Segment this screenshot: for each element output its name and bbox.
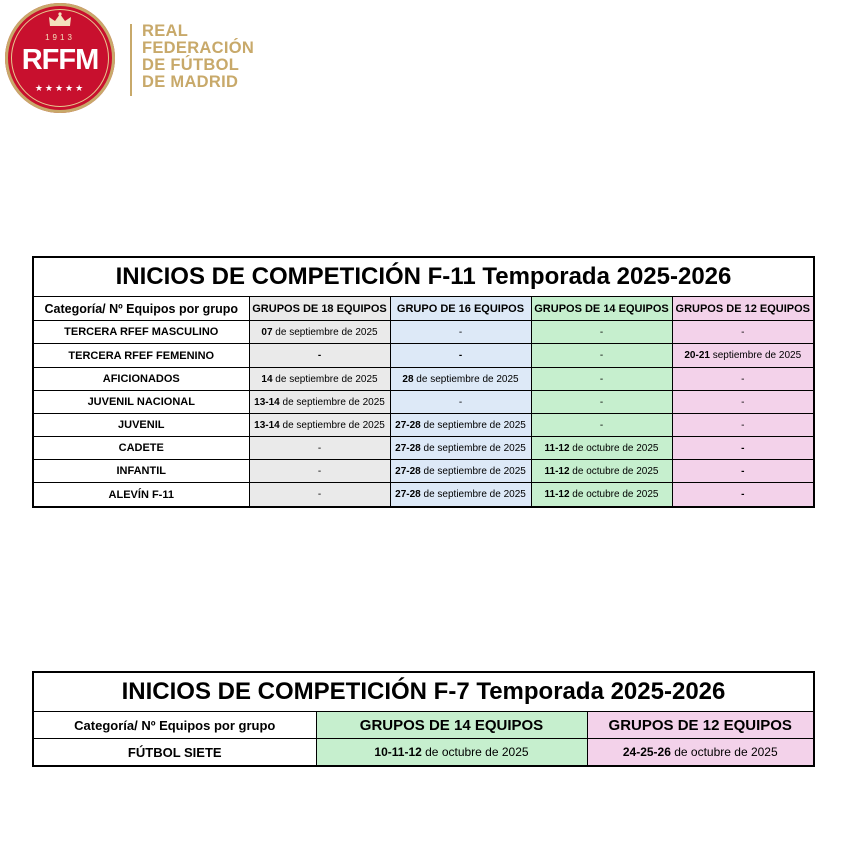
- date-cell: [249, 483, 390, 508]
- date-rest: de septiembre de 2025: [279, 419, 385, 431]
- date-cell: [316, 739, 587, 767]
- date-rest: de octubre de 2025: [421, 745, 529, 759]
- date-rest: -: [599, 350, 604, 361]
- date-days: 27-28: [395, 489, 421, 500]
- row-category: CADETE: [33, 437, 249, 460]
- table-row: [33, 391, 814, 414]
- date-days: 13-14: [254, 396, 280, 408]
- date-rest: de octubre de 2025: [569, 442, 659, 454]
- date-rest: de septiembre de 2025: [420, 419, 526, 431]
- header-groups-14: GRUPOS DE 14 EQUIPOS: [531, 297, 672, 321]
- date-rest: de septiembre de 2025: [413, 373, 519, 385]
- date-cell: [587, 739, 814, 767]
- f11-table-title: INICIOS DE COMPETICIÓN F-11 Temporada 2025-2026: [33, 257, 814, 297]
- header-groups-16: GRUPO DE 16 EQUIPOS: [390, 297, 531, 321]
- header-groups-14: GRUPOS DE 14 EQUIPOS: [316, 712, 587, 739]
- f7-table-title: INICIOS DE COMPETICIÓN F-7 Temporada 2025-2026: [33, 672, 814, 712]
- date-cell: [249, 368, 390, 391]
- date-rest: -: [741, 326, 745, 338]
- header-category: Categoría/ Nº Equipos por grupo: [33, 712, 316, 739]
- brand-line: REAL: [142, 22, 189, 40]
- date-days: 07: [261, 326, 273, 338]
- badge-year: 1913: [45, 33, 75, 42]
- date-days: -: [317, 350, 322, 361]
- date-cell: [249, 344, 390, 368]
- date-days: 27-28: [395, 465, 421, 477]
- date-rest: de octubre de 2025: [569, 489, 659, 500]
- header-groups-12: GRUPOS DE 12 EQUIPOS: [587, 712, 814, 739]
- date-days: 27-28: [395, 419, 421, 431]
- crown-icon: [48, 12, 72, 28]
- row-category: JUVENIL NACIONAL: [33, 391, 249, 414]
- row-category: FÚTBOL SIETE: [33, 739, 316, 767]
- row-category: TERCERA RFEF MASCULINO: [33, 321, 249, 344]
- date-rest: -: [599, 373, 604, 385]
- brand-name: [142, 23, 254, 91]
- date-cell: [390, 344, 531, 368]
- header-groups-18: GRUPOS DE 18 EQUIPOS: [249, 297, 390, 321]
- date-cell: [531, 460, 672, 483]
- table-row: [33, 460, 814, 483]
- logo-divider: [130, 24, 132, 96]
- rffm-logo: [5, 2, 265, 114]
- date-cell: [531, 344, 672, 368]
- date-rest: de septiembre de 2025: [420, 442, 526, 454]
- table-row: [33, 483, 814, 508]
- date-cell: [390, 460, 531, 483]
- date-rest: de septiembre de 2025: [272, 326, 378, 338]
- date-rest: -: [741, 373, 745, 385]
- brand-line: DE FÚTBOL: [142, 56, 240, 74]
- date-rest: de septiembre de 2025: [420, 489, 526, 500]
- date-rest: de septiembre de 2025: [272, 373, 378, 385]
- date-rest: de octubre de 2025: [569, 465, 659, 477]
- date-rest: -: [317, 442, 322, 454]
- date-cell: [672, 321, 814, 344]
- date-cell: [249, 391, 390, 414]
- table-row: [33, 739, 814, 767]
- date-cell: [531, 321, 672, 344]
- brand-line: FEDERACIÓN: [142, 39, 255, 57]
- badge-stars: ★★★★★: [34, 83, 86, 93]
- date-rest: de septiembre de 2025: [420, 465, 526, 477]
- date-cell: [531, 391, 672, 414]
- date-cell: [672, 344, 814, 368]
- date-days: 11-12: [544, 442, 570, 454]
- f7-header-row: [33, 712, 814, 739]
- row-category: TERCERA RFEF FEMENINO: [33, 344, 249, 368]
- date-cell: [672, 483, 814, 508]
- date-cell: [390, 437, 531, 460]
- date-cell: [531, 483, 672, 508]
- date-cell: [531, 437, 672, 460]
- table-row: [33, 321, 814, 344]
- date-days: 13-14: [254, 419, 280, 431]
- row-category: INFANTIL: [33, 460, 249, 483]
- header-category: Categoría/ Nº Equipos por grupo: [33, 297, 249, 321]
- date-rest: de octubre de 2025: [670, 745, 778, 759]
- date-days: -: [741, 489, 745, 500]
- f11-start-dates-table: [32, 256, 815, 508]
- date-days: 11-12: [544, 465, 570, 477]
- date-days: -: [458, 350, 463, 361]
- date-cell: [672, 414, 814, 437]
- date-rest: -: [599, 396, 604, 408]
- date-rest: -: [599, 326, 604, 338]
- date-cell: [672, 391, 814, 414]
- date-rest: -: [741, 396, 745, 408]
- table-row: [33, 368, 814, 391]
- f11-header-row: [33, 297, 814, 321]
- date-cell: [249, 414, 390, 437]
- date-cell: [390, 391, 531, 414]
- rffm-badge: [5, 3, 115, 113]
- date-days: 27-28: [395, 442, 421, 454]
- date-cell: [390, 321, 531, 344]
- date-days: 14: [261, 373, 273, 385]
- date-cell: [531, 368, 672, 391]
- date-rest: -: [317, 465, 322, 477]
- date-cell: [672, 460, 814, 483]
- date-rest: -: [741, 419, 745, 431]
- date-rest: septiembre de 2025: [709, 350, 802, 361]
- date-rest: de septiembre de 2025: [279, 396, 385, 408]
- date-days: 24-25-26: [622, 745, 671, 759]
- date-cell: [390, 368, 531, 391]
- date-days: 10-11-12: [374, 745, 422, 759]
- date-cell: [531, 414, 672, 437]
- date-cell: [249, 460, 390, 483]
- date-rest: -: [458, 326, 463, 338]
- row-category: JUVENIL: [33, 414, 249, 437]
- date-cell: [390, 414, 531, 437]
- date-cell: [249, 437, 390, 460]
- table-row: [33, 414, 814, 437]
- f7-start-dates-table: [32, 671, 815, 767]
- row-category: AFICIONADOS: [33, 368, 249, 391]
- date-days: 11-12: [544, 489, 570, 500]
- table-row: [33, 344, 814, 368]
- table-row: [33, 437, 814, 460]
- date-days: -: [741, 442, 745, 454]
- brand-line: DE MADRID: [142, 73, 239, 91]
- date-cell: [249, 321, 390, 344]
- date-rest: -: [317, 489, 322, 500]
- date-cell: [390, 483, 531, 508]
- date-cell: [672, 437, 814, 460]
- date-rest: -: [599, 419, 604, 431]
- header-groups-12: GRUPOS DE 12 EQUIPOS: [672, 297, 814, 321]
- badge-initials: RFFM: [21, 44, 99, 76]
- date-days: 28: [402, 373, 414, 385]
- date-days: 20-21: [684, 350, 710, 361]
- row-category: ALEVÍN F-11: [33, 483, 249, 508]
- date-cell: [672, 368, 814, 391]
- date-days: -: [741, 465, 745, 477]
- date-rest: -: [458, 396, 463, 408]
